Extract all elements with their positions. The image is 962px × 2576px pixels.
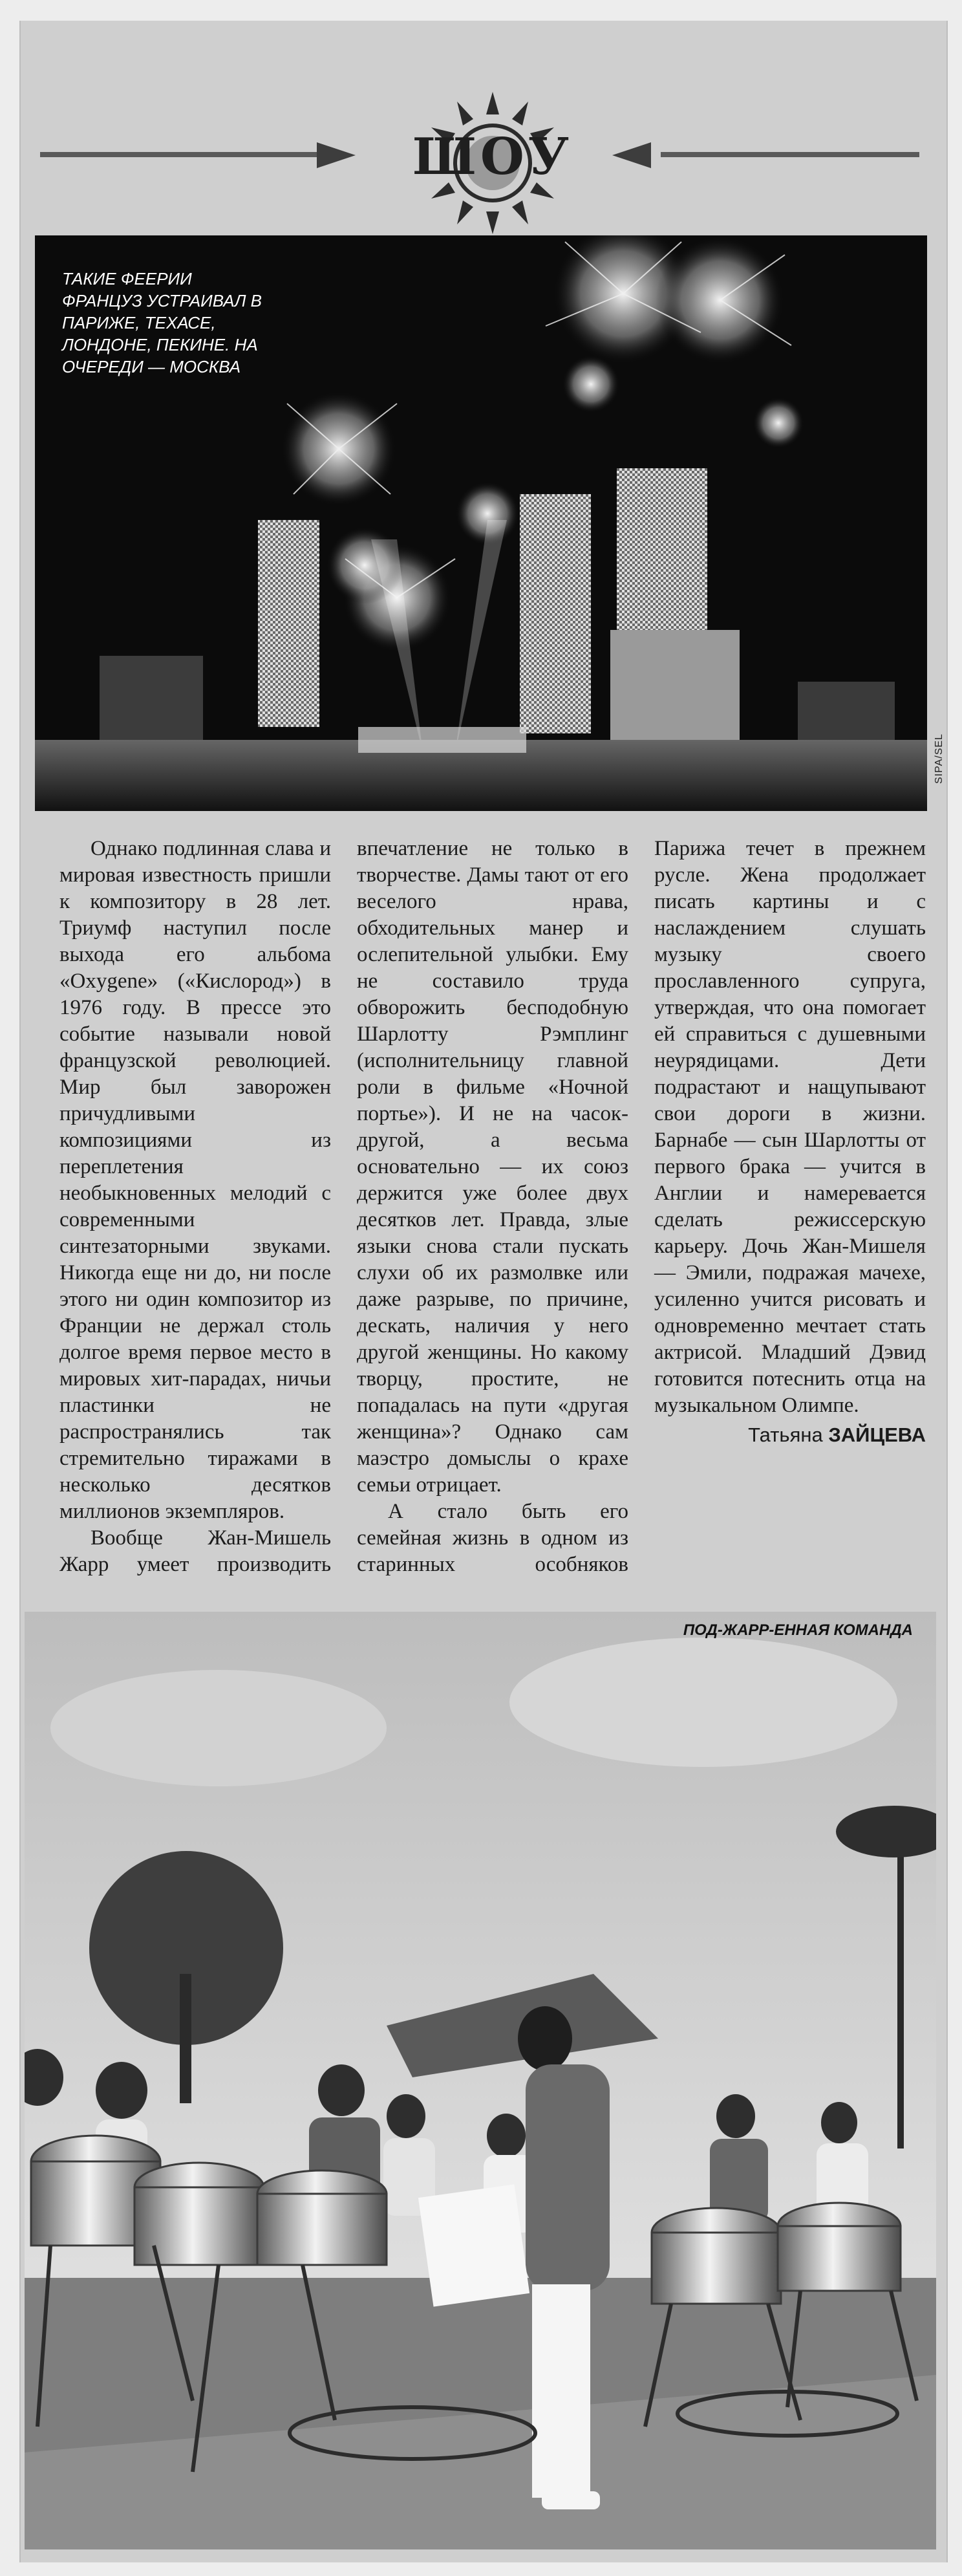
- header-rule-right: [661, 152, 919, 157]
- steel-band-illustration: [25, 1612, 936, 2549]
- article-paragraph: А стало быть его семейная жизнь в одном из старинных особняков Парижа течет в прежнем русле. Жена продолжает писать картины и с наслаждением слушать музыку своего прославленного супруга, утверждая, что она помогает ей справиться с душевными неурядицами. Дети подрастают и нащупывают свои дороги в жизни. Барнабе — сын Шарлотты от первого брака — учится в Англии и намеревается сделать режиссерскую карьеру. Дочь Жан-Мишеля — Эмили, подражая мачехе, усиленно учится рисовать и одновременно мечтает стать актрисой. Младший Дэвид готовится потеснить отца на музыкальном Олимпе.: [357, 837, 926, 1576]
- photo-caption-fireworks: ТАКИЕ ФЕЕРИИ ФРАНЦУЗ УСТРАИВАЛ В ПАРИЖЕ, ТЕХАСЕ, ЛОНДОНЕ, ПЕКИНЕ. НА ОЧЕРЕДИ — МОСКВА: [62, 269, 262, 376]
- photo-credit: SIPA/SEL: [934, 733, 945, 784]
- header-rule-left: [40, 152, 325, 157]
- article-paragraph: Однако подлинная слава и мировая известность пришли к композитору в 28 лет. Триумф наступил после выхода его альбома «Oxygene» («Кислород») в 1976 году. В прессе это событие называли новой французской революцией. Мир был заворожен причудливыми композициями из переплетения необыкновенных мелодий с современными синтезаторными звуками. Никогда еще ни до, ни после этого ни один композитор из Франции не держал столь долгое время первое место в мировых хит-парадах, ничьи пластинки не распространялись так стремительно тиражами в несколько десятков миллионов экземпляров.: [59, 837, 331, 1523]
- article-body: [59, 836, 926, 1579]
- fireworks-photo: [35, 235, 927, 811]
- arrow-pointer-right-icon: [612, 142, 651, 168]
- section-logo: [376, 82, 609, 244]
- steel-band-photo: [25, 1612, 936, 2549]
- author-first-name: Татьяна: [748, 1423, 823, 1446]
- author-last-name: ЗАЙЦЕВА: [828, 1423, 926, 1446]
- photo-caption-band: ПОД-ЖАРР-ЕННАЯ КОМАНДА: [683, 1621, 913, 1639]
- arrow-pointer-left-icon: [317, 142, 356, 168]
- author-signature: [654, 1422, 926, 1448]
- section-title: ШОУ: [412, 127, 573, 186]
- newspaper-page: [19, 21, 948, 2562]
- article-paragraph: Вообще Жан-Мишель Жарр умеет производить впечатление не только в творчестве. Дамы тают от его веселого нрава, обходительных манер и ослепительной улыбки. Ему не составило труда обворожить бесподобную Шарлотту Рэмплинг (исполнительницу главной роли в фильме «Ночной портье»). И не на часок-другой, а весьма основательно — их союз держится уже более двух десятков лет. Правда, злые языки снова стали пускать слухи об их размолвке или даже разрыве, по причине, дескать, наличия у него другой женщины. Но какому творцу, простите, не попадалась на пути «другая женщина»? Однако сам маэстро домыслы о крахе семьи отрицает.: [59, 837, 628, 1576]
